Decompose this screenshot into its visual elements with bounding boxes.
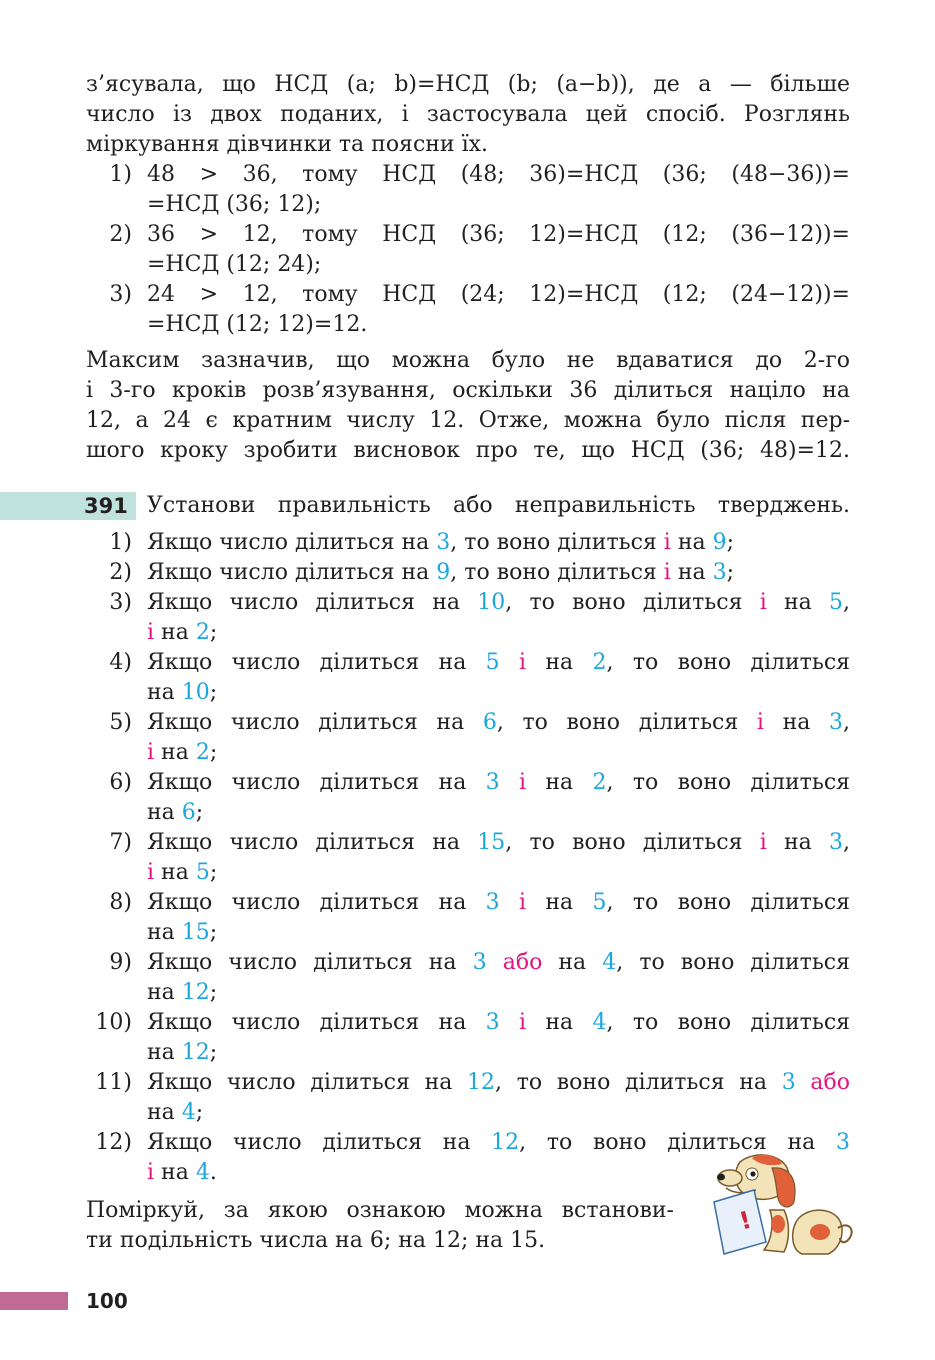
statement-text: Якщо число ділиться на <box>147 590 478 615</box>
intro-line-2: число із двох поданих, і застосувала цей спосіб. Розглянь <box>86 102 850 127</box>
number-highlight: 10 <box>477 590 506 615</box>
statement-text: на <box>147 1040 182 1065</box>
statement-text: , то воно ділиться <box>606 770 851 795</box>
conjunction-highlight: і <box>519 770 527 795</box>
statement-text: . <box>209 1160 217 1185</box>
conjunction-highlight: і <box>147 1160 155 1185</box>
statement-text: на <box>526 650 593 675</box>
statement-text: Якщо число ділиться на <box>147 770 486 795</box>
number-highlight: 15 <box>477 830 506 855</box>
conjunction-highlight: і <box>147 620 155 645</box>
statement-line-1 <box>147 768 850 798</box>
statement-text: Якщо число ділиться на <box>147 1070 468 1095</box>
statement-text: , то воно ділиться <box>450 530 664 555</box>
statement-line-1 <box>147 948 850 978</box>
intro-line-3: міркування дівчинки та поясни їх. <box>86 132 489 157</box>
step-3-line-2: =НСД (12; 12)=12. <box>147 312 368 337</box>
step-1-line-1: 48 > 36, тому НСД (48; 36)=НСД (36; (48−36))= <box>147 162 850 187</box>
statement-text: ; <box>209 980 218 1005</box>
conjunction-highlight: і <box>759 590 767 615</box>
statement-number: 4) <box>109 650 132 675</box>
number-highlight: 3 <box>712 560 727 585</box>
statement-line-2 <box>147 858 850 888</box>
number-highlight: 10 <box>181 680 210 705</box>
step-3-number: 3) <box>109 282 132 307</box>
number-highlight: 5 <box>195 860 210 885</box>
conjunction-highlight: і <box>147 740 155 765</box>
number-highlight: 5 <box>592 890 607 915</box>
number-highlight: 12 <box>181 1040 210 1065</box>
statement-text: Якщо число ділиться на <box>147 560 437 585</box>
maxim-line-1: Максим зазначив, що можна було не вдаватися до 2-го <box>86 348 850 373</box>
statement-text <box>500 650 519 675</box>
number-highlight: 2 <box>592 650 607 675</box>
number-highlight: 2 <box>195 740 210 765</box>
statement-text: на <box>147 920 182 945</box>
statement-text: Якщо число ділиться на <box>147 950 473 975</box>
statement-text: Якщо число ділиться на <box>147 650 486 675</box>
number-highlight: 5 <box>485 650 500 675</box>
statement-line-2 <box>147 618 850 648</box>
conjunction-highlight: і <box>519 890 527 915</box>
statement-text: ; <box>209 860 218 885</box>
statement-text <box>500 890 519 915</box>
statement-number: 5) <box>109 710 132 735</box>
statement-text: , то воно ділиться на <box>495 1070 782 1095</box>
maxim-line-2: і 3-го кроків розв’язування, оскільки 36 ділиться націло на <box>86 378 850 403</box>
conjunction-highlight: або <box>502 950 543 975</box>
number-highlight: 4 <box>195 1160 210 1185</box>
statement-text: ; <box>209 920 218 945</box>
number-highlight: 6 <box>181 800 196 825</box>
number-highlight: 3 <box>485 770 500 795</box>
step-3-line-1: 24 > 12, тому НСД (24; 12)=НСД (12; (24−12))= <box>147 282 850 307</box>
conjunction-highlight: і <box>519 650 527 675</box>
statement-number: 8) <box>109 890 132 915</box>
number-highlight: 3 <box>781 1070 796 1095</box>
statement-line-2 <box>147 798 850 828</box>
step-2-line-2: =НСД (12; 24); <box>147 252 322 277</box>
statement-text: ; <box>195 1100 204 1125</box>
task-instruction: Установи правильність або неправильність тверджень. <box>147 493 850 518</box>
intro-line-1: з’ясувала, що НСД (a; b)=НСД (b; (a−b)), де a — більше <box>86 72 850 97</box>
statement-text: , то воно ділиться <box>505 830 760 855</box>
statement-text: , то воно ділиться на <box>519 1130 836 1155</box>
statement-line-2 <box>147 678 850 708</box>
number-highlight: 2 <box>195 620 210 645</box>
statement-text: ; <box>209 680 218 705</box>
statement-text: , то воно ділиться <box>616 950 850 975</box>
statement-line-1 <box>147 888 850 918</box>
statement-text: на <box>670 560 713 585</box>
statement-text: на <box>154 860 196 885</box>
footer-band <box>0 1292 68 1310</box>
statement-text: , <box>842 710 850 735</box>
statement-line-1 <box>147 1008 850 1038</box>
statement-text: Якщо число ділиться на <box>147 830 478 855</box>
statement-text <box>487 950 503 975</box>
statement-text: на <box>766 830 829 855</box>
number-highlight: 6 <box>482 710 497 735</box>
step-1-number: 1) <box>109 162 132 187</box>
svg-text:!: ! <box>736 1205 755 1236</box>
number-highlight: 5 <box>829 590 843 615</box>
statement-text: на <box>526 1010 593 1035</box>
statement-number: 2) <box>109 560 132 585</box>
number-highlight: 3 <box>829 830 843 855</box>
statement-text: на <box>763 710 829 735</box>
statement-text: на <box>154 740 196 765</box>
number-highlight: 9 <box>436 560 451 585</box>
number-highlight: 3 <box>485 890 500 915</box>
conjunction-highlight: і <box>147 860 155 885</box>
number-highlight: 9 <box>712 530 727 555</box>
statement-text: Якщо число ділиться на <box>147 530 437 555</box>
statement-text: Якщо число ділиться на <box>147 710 483 735</box>
statement-line-1 <box>147 588 850 618</box>
statement-line-2 <box>147 1098 850 1128</box>
page-number: 100 <box>86 1289 128 1313</box>
statement-number: 11) <box>95 1070 132 1095</box>
number-highlight: 12 <box>491 1130 520 1155</box>
statement-text: Якщо число ділиться на <box>147 1010 486 1035</box>
statement-line-1 <box>147 708 850 738</box>
number-highlight: 3 <box>472 950 487 975</box>
step-1-line-2: =НСД (36; 12); <box>147 192 322 217</box>
step-2-line-1: 36 > 12, тому НСД (36; 12)=НСД (12; (36−12))= <box>147 222 850 247</box>
number-highlight: 15 <box>181 920 210 945</box>
dog-with-exclamation-sign-icon <box>700 1150 860 1260</box>
statement-number: 10) <box>95 1010 132 1035</box>
conjunction-highlight: і <box>759 830 767 855</box>
statement-text: на <box>154 1160 196 1185</box>
statement-number: 3) <box>109 590 132 615</box>
statement-number: 9) <box>109 950 132 975</box>
statement-text: на <box>670 530 713 555</box>
statement-line-2 <box>147 738 850 768</box>
number-highlight: 12 <box>467 1070 496 1095</box>
statement-line-1 <box>147 528 850 558</box>
task-number: 391 <box>84 494 128 518</box>
number-highlight: 3 <box>436 530 451 555</box>
maxim-line-4: шого кроку зробити висновок про те, що НСД (36; 48)=12. <box>86 438 850 463</box>
statement-text: на <box>526 890 593 915</box>
conjunction-highlight: і <box>663 560 671 585</box>
step-2-number: 2) <box>109 222 132 247</box>
statement-text: на <box>147 800 182 825</box>
conjunction-highlight: і <box>519 1010 527 1035</box>
statement-text: ; <box>209 620 218 645</box>
statement-text: , то воно ділиться <box>606 1010 851 1035</box>
statement-text: на <box>147 980 182 1005</box>
statement-text: на <box>526 770 593 795</box>
statement-text: на <box>147 680 182 705</box>
conjunction-highlight: і <box>663 530 671 555</box>
statement-text: ; <box>726 560 735 585</box>
statement-text: ; <box>209 740 218 765</box>
maxim-line-3: 12, а 24 є кратним числу 12. Отже, можна було після пер- <box>86 408 850 433</box>
think-line-2: ти подільність числа на 6; на 12; на 15. <box>86 1228 546 1253</box>
statement-line-1 <box>147 1068 850 1098</box>
statement-text <box>500 770 519 795</box>
statement-line-2 <box>147 918 850 948</box>
number-highlight: 12 <box>181 980 210 1005</box>
statement-text: на <box>147 1100 182 1125</box>
statement-text: , то воно ділиться <box>606 650 851 675</box>
statement-text: на <box>542 950 603 975</box>
statement-line-2 <box>147 1038 850 1068</box>
statement-text: Якщо число ділиться на <box>147 890 486 915</box>
statement-text: ; <box>209 1040 218 1065</box>
statement-text: , то воно ділиться <box>606 890 851 915</box>
number-highlight: 3 <box>485 1010 500 1035</box>
statement-text: , то воно ділиться <box>496 710 757 735</box>
statement-number: 7) <box>109 830 132 855</box>
statement-text: , <box>843 590 850 615</box>
statement-text: , то воно ділиться <box>450 560 664 585</box>
statement-line-1 <box>147 648 850 678</box>
think-line-1: Поміркуй, за якою ознакою можна встанови- <box>86 1198 674 1223</box>
number-highlight: 2 <box>592 770 607 795</box>
number-highlight: 3 <box>828 710 843 735</box>
conjunction-highlight: або <box>810 1070 851 1095</box>
statement-text: Якщо число ділиться на <box>147 1130 492 1155</box>
statement-text: , <box>843 830 850 855</box>
statement-text: ; <box>195 800 204 825</box>
number-highlight: 3 <box>836 1130 850 1155</box>
statement-text: , то воно ділиться <box>505 590 760 615</box>
statement-text: ; <box>726 530 735 555</box>
statement-text <box>500 1010 519 1035</box>
statement-number: 6) <box>109 770 132 795</box>
number-highlight: 4 <box>602 950 617 975</box>
statement-line-1 <box>147 828 850 858</box>
number-highlight: 4 <box>181 1100 196 1125</box>
statement-text <box>796 1070 811 1095</box>
conjunction-highlight: і <box>756 710 764 735</box>
number-highlight: 4 <box>592 1010 607 1035</box>
statement-number: 1) <box>109 530 132 555</box>
statement-line-1 <box>147 558 850 588</box>
statement-line-2 <box>147 978 850 1008</box>
statement-number: 12) <box>95 1130 132 1155</box>
statement-text: на <box>154 620 196 645</box>
statement-text: на <box>766 590 829 615</box>
